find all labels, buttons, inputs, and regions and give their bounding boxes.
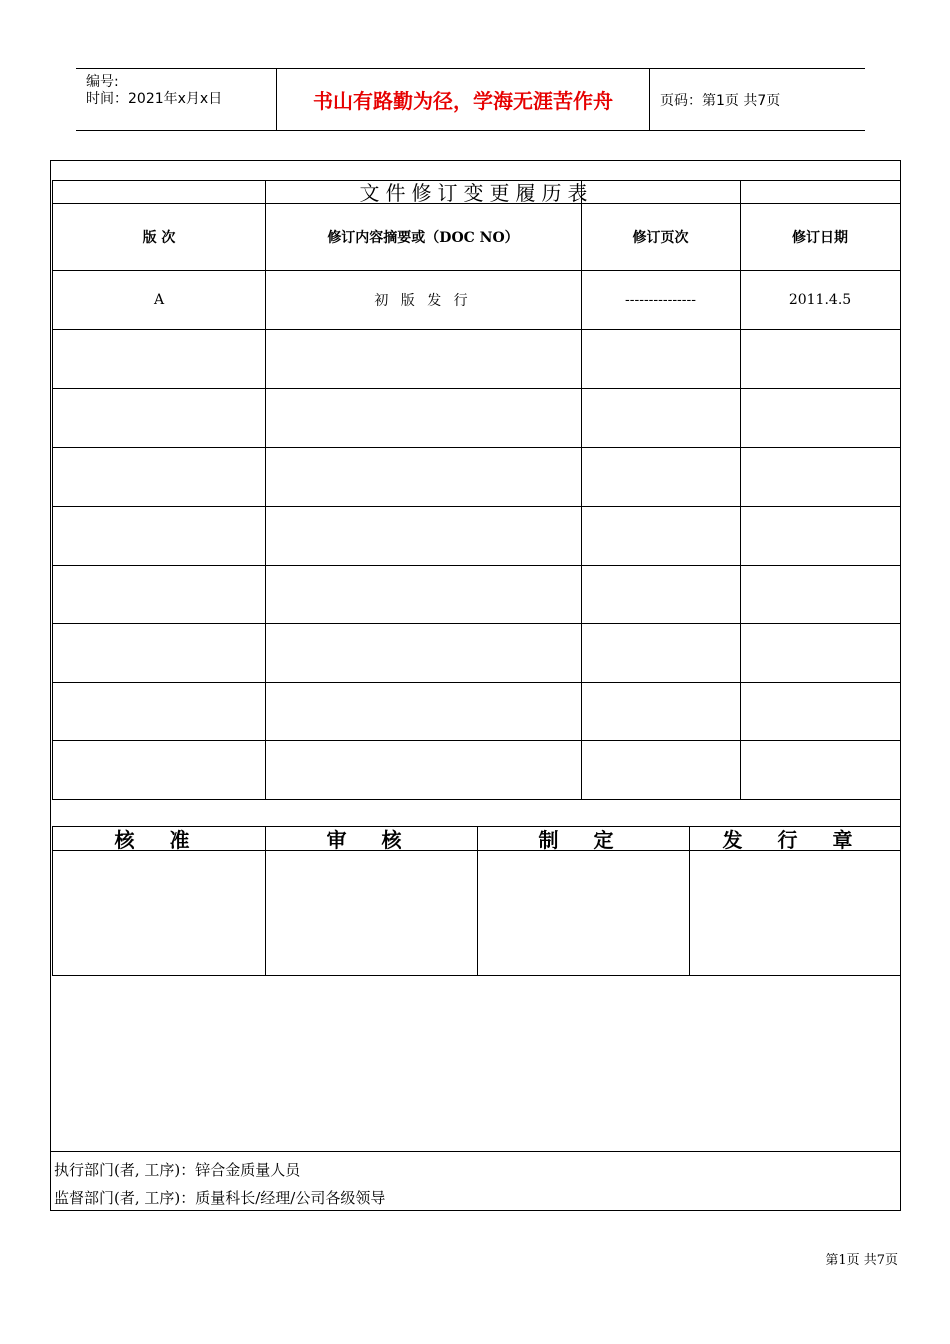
cell-summary: [265, 623, 581, 682]
cell-pages: [581, 388, 740, 447]
column-header-summary: 修订内容摘要或（DOC NO）: [327, 229, 519, 246]
motto-text: 书山有路勤为径，学海无涯苦作舟: [313, 89, 613, 113]
cell-version: [53, 447, 265, 506]
cell-version: [53, 329, 265, 388]
cell-pages: [581, 682, 740, 740]
cell-pages: ---------------: [625, 291, 696, 308]
executing-dept: 执行部门(者, 工序)：锌合金质量人员: [54, 1161, 301, 1179]
cell-pages: [581, 740, 740, 799]
cell-date: [740, 388, 900, 447]
cell-date: [740, 682, 900, 740]
page-header: [76, 68, 865, 131]
cell-version: [53, 388, 265, 447]
number-label: 编号:: [86, 74, 119, 90]
cell-date: [740, 329, 900, 388]
cell-summary: [265, 506, 581, 565]
header-motto-cell: [277, 69, 650, 130]
cell-date: 2011.4.5: [788, 291, 852, 308]
cell-date: [740, 447, 900, 506]
grid-vline: [900, 826, 901, 975]
cell-summary: 初 版 发 行: [374, 292, 472, 309]
header-meta: [76, 69, 277, 130]
cell-summary: [265, 447, 581, 506]
footer-divider: [50, 1151, 901, 1152]
cell-summary: [265, 682, 581, 740]
cell-version: [53, 682, 265, 740]
grid-hline: [52, 975, 900, 976]
cell-summary: [265, 329, 581, 388]
cell-date: [740, 740, 900, 799]
cell-date: [740, 565, 900, 623]
cell-pages: [581, 506, 740, 565]
grid-hline: [52, 799, 900, 800]
supervising-dept: 监督部门(者, 工序)：质量科长/经理/公司各级领导: [54, 1189, 386, 1207]
prepare-label: 制 定: [538, 828, 628, 852]
cell-date: [740, 623, 900, 682]
cell-summary: [265, 565, 581, 623]
cell-version: [53, 623, 265, 682]
column-header-date: 修订日期: [792, 229, 848, 246]
cell-date: [740, 506, 900, 565]
cell-version: [53, 740, 265, 799]
cell-pages: [581, 329, 740, 388]
time-label: 时间：2021年x月x日: [86, 91, 223, 107]
grid-vline: [900, 180, 901, 799]
column-header-pages: 修订页次: [632, 229, 689, 246]
approve-label: 核 准: [114, 828, 204, 852]
cell-version: A: [153, 291, 165, 308]
cell-summary: [265, 388, 581, 447]
table-title: 文件修订变更履历表: [359, 181, 594, 205]
cell-pages: [581, 447, 740, 506]
review-label: 审 核: [326, 828, 416, 852]
cell-version: [53, 506, 265, 565]
page-number: 第1页 共7页: [825, 1253, 898, 1268]
column-header-version: 版 次: [142, 229, 176, 246]
cell-pages: [581, 623, 740, 682]
page-code: 页码：第1页 共7页: [660, 92, 781, 109]
cell-version: [53, 565, 265, 623]
cell-pages: [581, 565, 740, 623]
cell-summary: [265, 740, 581, 799]
issue-stamp-label: 发 行 章: [722, 828, 867, 852]
